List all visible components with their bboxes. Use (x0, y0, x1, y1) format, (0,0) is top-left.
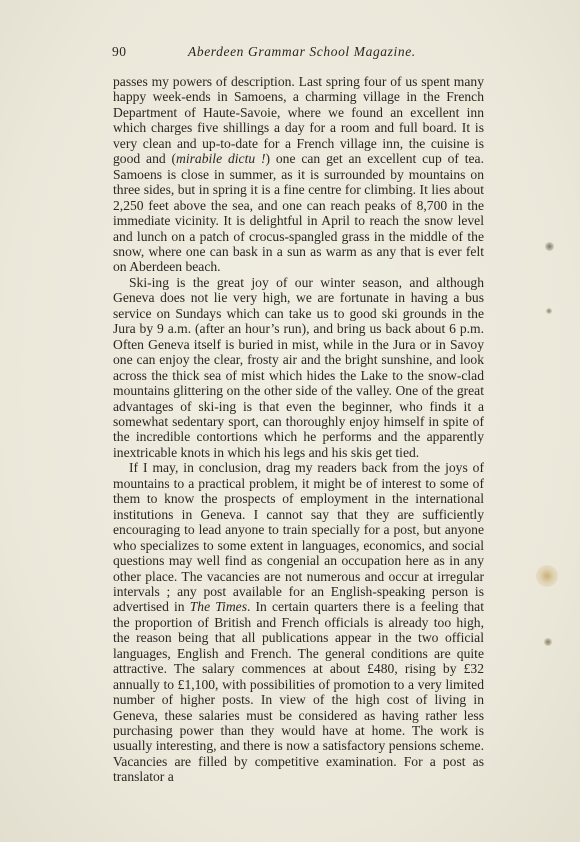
paragraph-text: If I may, in conclusion, drag my readers back from the joys of mountains to a practical problem, it might be of interest to some of them to know the prospects of employment in the international institutions in Geneva. I cannot say that they are sufficiently encouraging to lead anyone to train specially for a post, but anyone who specializes to some extent in languages, economics, and social questions may well find as congenial an occupation here as in any other place. The vacancies are not numerous and occur at irregular intervals ; any post available for an English-speaking person is advertised in (113, 460, 484, 615)
running-title: Aberdeen Grammar School Magazine. (188, 44, 416, 59)
paper-blemish (544, 638, 552, 646)
paragraph-text: . In certain quarters there is a feeling that the proportion of British and French officials is already too high, the reason being that all publications appear in the two official languages, English and French. The general conditions are quite attractive. The salary commences at about £480, rising by £32 annually to £1,100, with possibilities of promotion to a very limited number of higher posts. In view of the high cost of living in Geneva, these salaries must be considered as having rather less purchasing power than they would have at home. The work is usually interesting, and there is now a satisfactory pensions scheme. Vacancies are filled by competitive examination. For a post as translator a (113, 599, 484, 785)
paragraph-text: passes my powers of description. Last spring four of us spent many happy week-ends in Samoens, a charming village in the French Department of Haute-Savoie, where we found an excellent inn which charges five shillings a day for a room and full board. It is very clean and up-to-date for a French village inn, the cuisine is good and ( (113, 74, 484, 167)
paper-stain (536, 565, 558, 587)
paragraph-skiing: Ski-ing is the great joy of our winter season, and although Geneva does not lie very high, we are fortunate in having a bus service on Sundays which can take us to good ski grounds in the Jura by 9 a.m. (after an hour’s run), and bring us back about 6 p.m. Often Geneva itself is buried in mist, while in the Jura or in Savoy one can enjoy the clear, frosty air and the bright sunshine, and look across the thick sea of mist which hides the Lake to the snow-clad mountains glittering on the other side of the valley. One of the great advantages of ski-ing is that even the beginner, who finds it a somewhat sedentary sport, can thoroughly enjoy himself in spite of the incredible contortions which he performs and the apparently inextricable knots in which his legs and his skis get tied. (113, 274, 484, 460)
page-number: 90 (112, 44, 127, 59)
italic-phrase: mirabile dictu ! (176, 151, 266, 167)
italic-newspaper-title: The Times (189, 599, 247, 615)
paragraph-samoens (113, 74, 484, 275)
paragraph-employment (113, 460, 484, 785)
paper-blemish (546, 308, 552, 314)
page-header (112, 44, 462, 64)
paragraph-text: ) one can get an excellent cup of tea. Samoens is close in summer, as it is surrounded by mountains on three sides, but in spring it is a fine centre for climbing. It lies about 2,250 feet above the sea, and one can reach peaks of 8,700 in the immediate vicinity. It is delightful in April to reach the snow level and lunch on a patch of crocus-spangled grass in the middle of the snow, where one can bask in a sun as warm as any that is ever felt on Aberdeen beach. (113, 151, 484, 275)
paper-blemish (545, 242, 554, 251)
article-body (113, 74, 484, 785)
